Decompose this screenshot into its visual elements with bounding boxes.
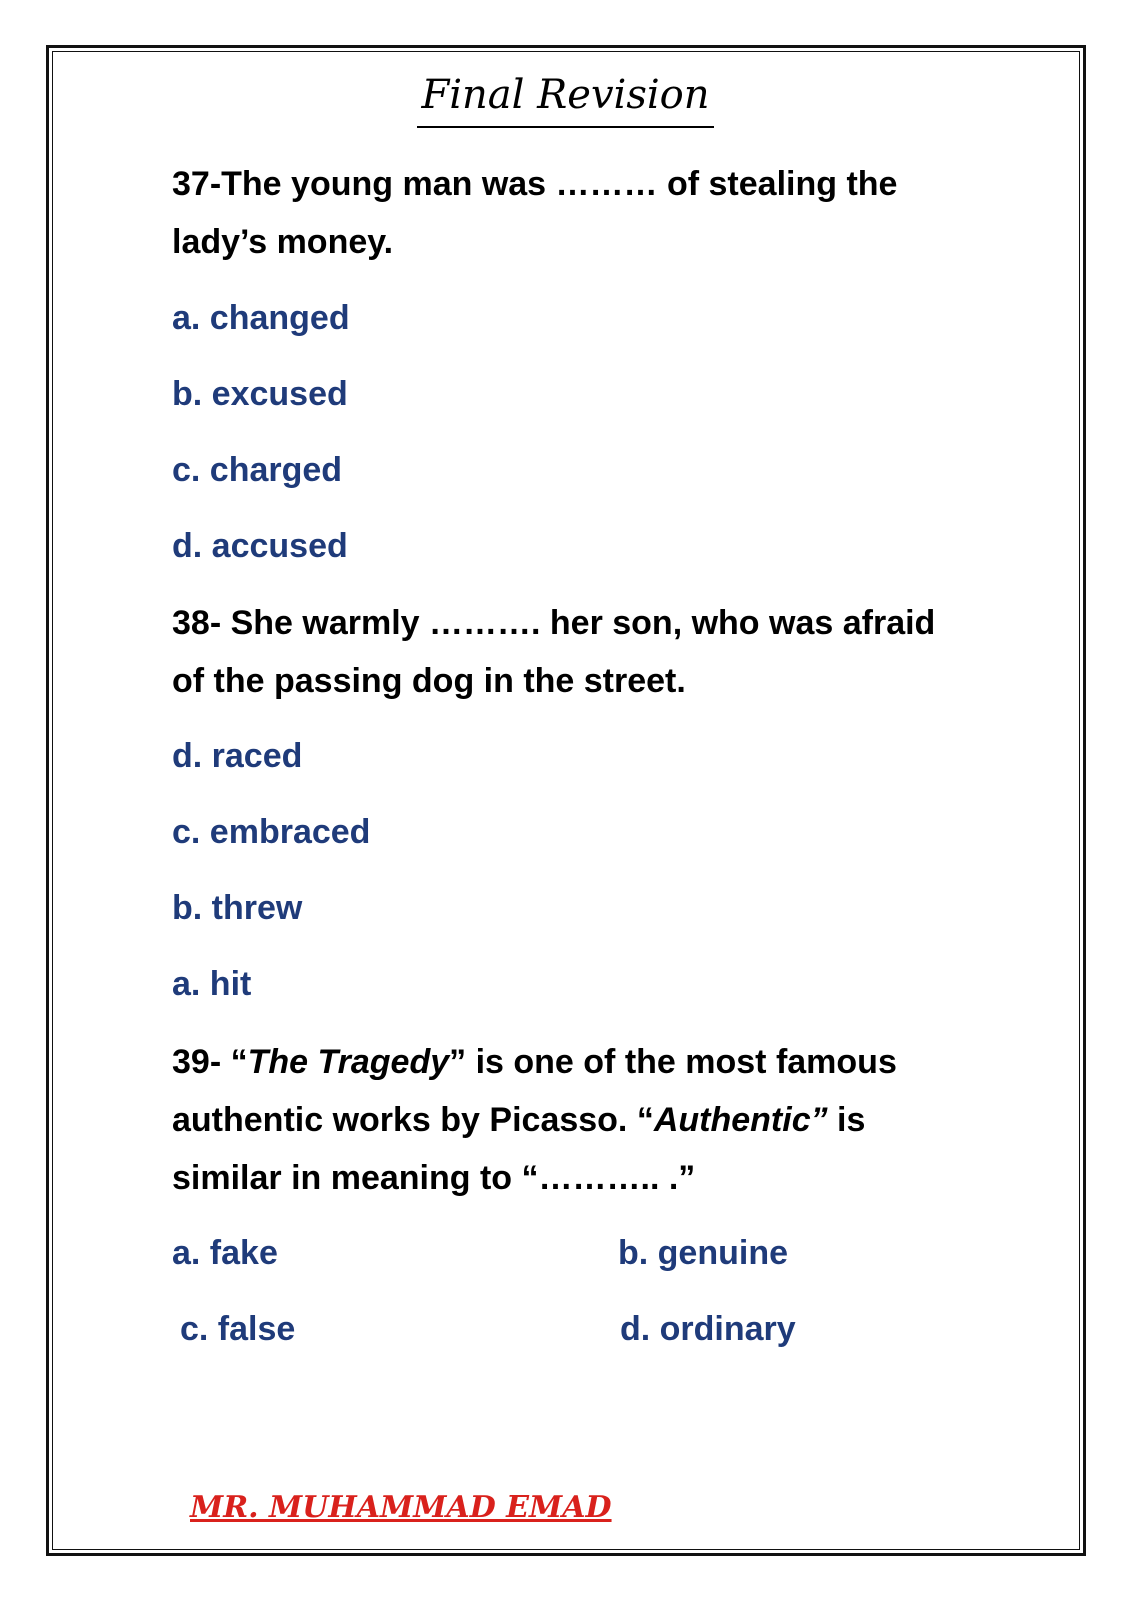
question-38-option-a: a. hit <box>172 965 252 1003</box>
question-39-number: 39- <box>172 1043 231 1081</box>
question-37-stem: 37-The young man was ……… of stealing the lady’s money. <box>172 165 898 261</box>
page-title <box>0 72 1131 118</box>
question-39-word-authentic: Authentic” <box>653 1101 828 1139</box>
question-39-title-the-tragedy: The Tragedy <box>247 1043 450 1081</box>
question-37-option-a: a. changed <box>172 299 350 337</box>
question-37-option-c: c. charged <box>172 451 343 489</box>
question-38-stem: 38- She warmly ………. her son, who was afraid of the passing dog in the street. <box>172 604 936 700</box>
question-37-option-b: b. excused <box>172 375 348 413</box>
question-38-option-d: d. raced <box>172 737 303 775</box>
question-39-text-1: ” is one of the most famous authentic works by Picasso. “ <box>172 1043 897 1139</box>
author-signature: MR. MUHAMMAD EMAD <box>190 1490 612 1525</box>
question-39-option-d: d. ordinary <box>620 1310 796 1348</box>
question-39-text-2: is similar in meaning to “……….. .” <box>172 1101 866 1197</box>
question-39-option-b: b. genuine <box>618 1234 788 1272</box>
question-39-option-c: c. false <box>180 1310 296 1348</box>
question-39-quote-open: “ <box>230 1043 248 1081</box>
question-37-option-d: d. accused <box>172 527 348 565</box>
question-39-stem <box>172 1033 972 1207</box>
question-39-option-a: a. fake <box>172 1234 278 1272</box>
question-38-option-b: b. threw <box>172 889 303 927</box>
question-38-option-c: c. embraced <box>172 813 371 851</box>
page-title-text: Final Revision <box>417 72 713 128</box>
